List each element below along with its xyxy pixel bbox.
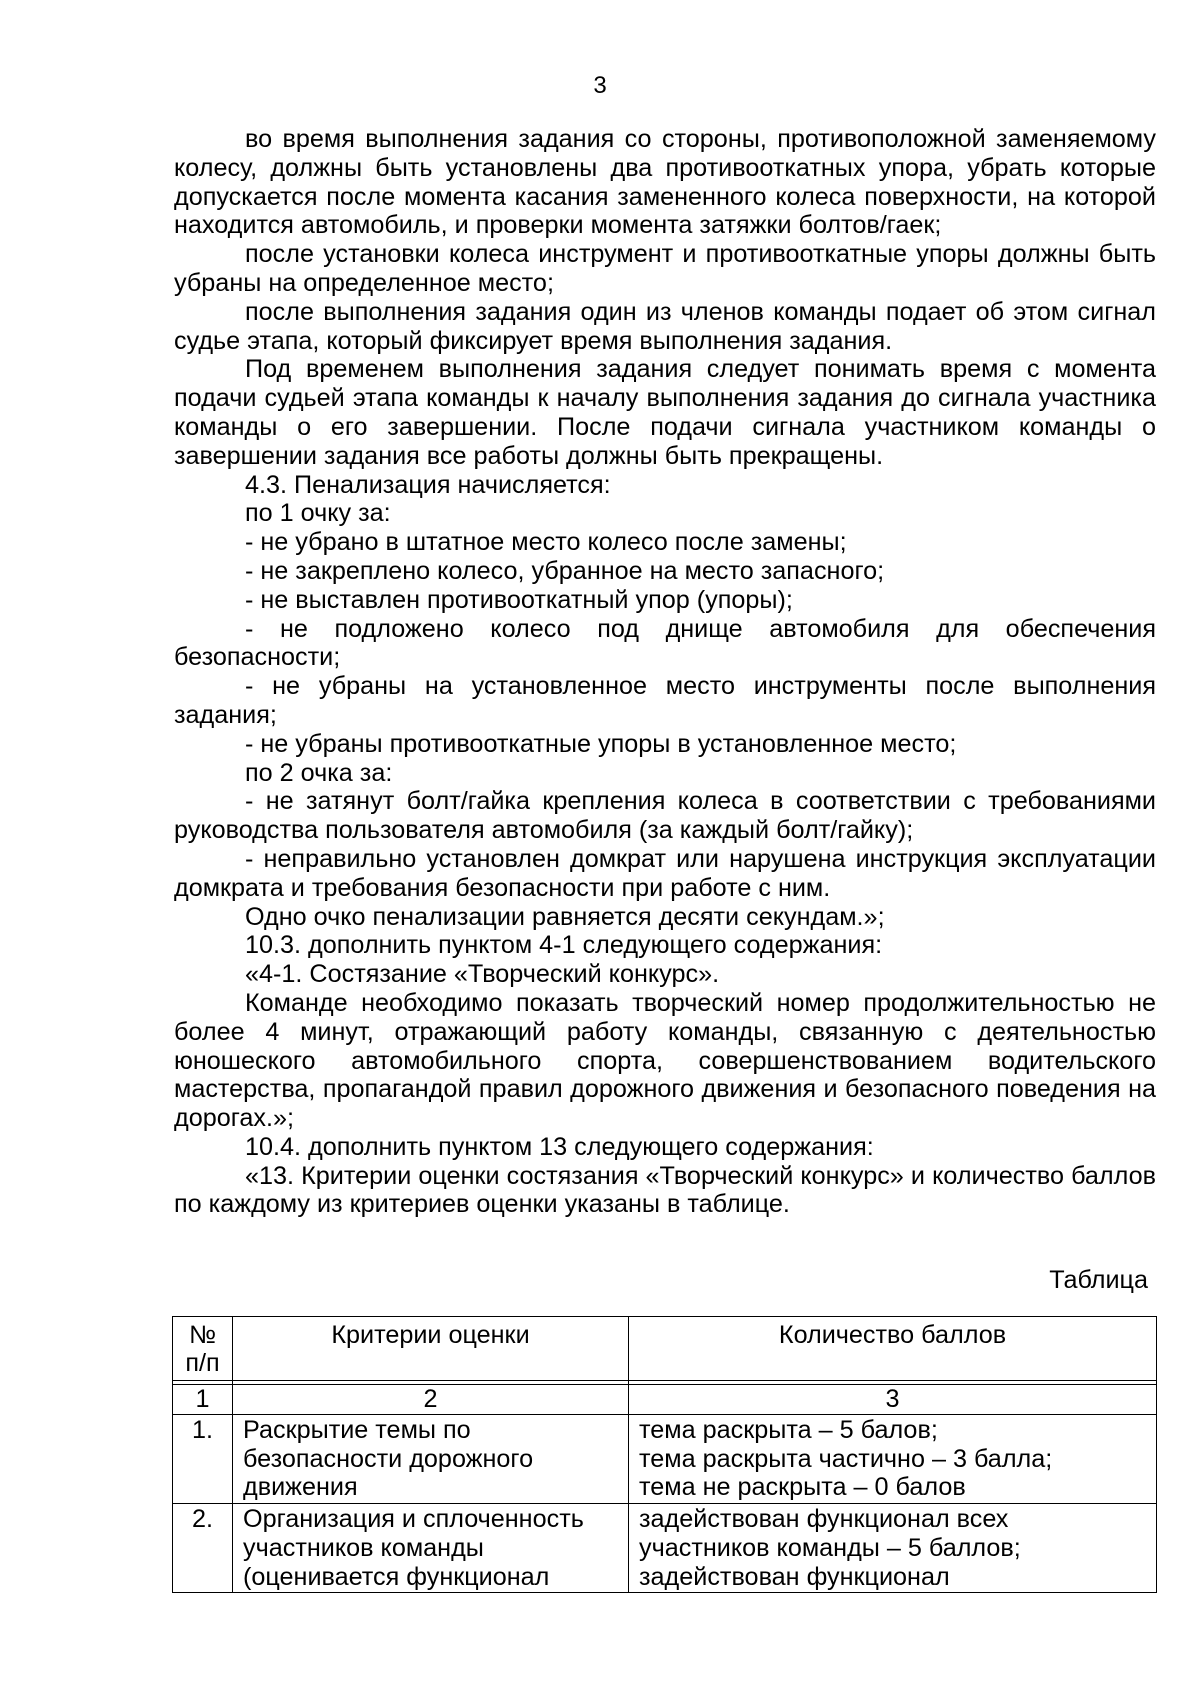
list-item: - не убраны противооткатные упоры в установленное место;	[245, 729, 957, 758]
paragraph: 10.3. дополнить пунктом 4-1 следующего содержания:	[245, 931, 883, 960]
paragraph: во время выполнения задания со стороны, противоположной заменяемому колесу, должны быть установлены два противооткатных упора, убрать которые допускается после момента касания замененного колеса поверхности, на которой находится автомобиль, и проверки момента затяжки болтов/гаек;	[174, 125, 1156, 240]
row-criteria	[233, 1504, 629, 1592]
index-cell: 1	[173, 1385, 233, 1415]
header-points: Количество баллов	[629, 1317, 1157, 1381]
table-row	[173, 1414, 1157, 1503]
list-item: - не выставлен противооткатный упор (упоры);	[245, 585, 793, 614]
list-heading: по 2 очка за:	[245, 758, 393, 787]
paragraph: Одно очко пенализации равняется десяти секундам.»;	[245, 902, 885, 931]
points-line: участников команды – 5 баллов;	[639, 1533, 1021, 1562]
page-number: 3	[593, 72, 607, 99]
criteria-table	[172, 1316, 1157, 1593]
points-line: задействован функционал всех	[639, 1505, 1009, 1534]
points-line: тема не раскрыта – 0 балов	[639, 1473, 966, 1502]
criteria-line: движения	[243, 1473, 358, 1502]
list-heading: по 1 очку за:	[245, 499, 391, 528]
header-num-line: п/п	[185, 1349, 220, 1377]
list-item: - не убраны на установленное место инструменты после выполнения задания;	[174, 672, 1156, 729]
list-item: - не подложено колесо под днище автомобиля для обеспечения безопасности;	[174, 614, 1156, 672]
paragraph: Под временем выполнения задания следует понимать время с момента подачи судьей этапа команды к началу выполнения задания до сигнала участника команды о его завершении. После подачи сигнала участником команды о завершении задания все работы должны быть прекращены.	[174, 355, 1156, 470]
document-body	[174, 125, 1156, 1219]
paragraph: «4-1. Состязание «Творческий конкурс».	[245, 960, 720, 989]
table-caption: Таблица	[1049, 1266, 1148, 1294]
criteria-line: Организация и сплоченность	[243, 1505, 584, 1534]
table-header-row	[173, 1317, 1157, 1381]
paragraph: после выполнения задания один из членов команды подает об этом сигнал судье этапа, который фиксирует время выполнения задания.	[174, 297, 1156, 355]
list-item: - не затянут болт/гайка крепления колеса в соответствии с требованиями руководства пользователя автомобиля (за каждый болт/гайку);	[174, 787, 1156, 845]
paragraph: «13. Критерии оценки состязания «Творческий конкурс» и количество баллов по каждому из критериев оценки указаны в таблице.	[174, 1161, 1156, 1219]
criteria-line: безопасности дорожного	[243, 1444, 534, 1473]
table-row	[173, 1504, 1157, 1592]
criteria-line: Раскрытие темы по	[243, 1415, 471, 1444]
index-cell: 2	[233, 1385, 629, 1415]
criteria-line: (оценивается функционал	[243, 1562, 550, 1591]
header-num-line: №	[188, 1321, 217, 1349]
list-item: - неправильно установлен домкрат или нарушена инструкция эксплуатации домкрата и требования безопасности при работе с ним.	[174, 844, 1156, 902]
row-num: 1.	[173, 1414, 233, 1503]
header-criteria: Критерии оценки	[233, 1317, 629, 1381]
row-criteria	[233, 1414, 629, 1503]
points-line: задействован функционал	[639, 1562, 950, 1591]
header-num	[173, 1317, 233, 1381]
list-item: - не закреплено колесо, убранное на место запасного;	[245, 556, 885, 585]
paragraph: Команде необходимо показать творческий номер продолжительностью не более 4 минут, отражающий работу команды, связанную с деятельностью юношеского автомобильного спорта, совершенствованием водительского мастерства, пропагандой правил дорожного движения и безопасного поведения на дорогах.»;	[174, 988, 1156, 1133]
section-heading: 4.3. Пенализация начисляется:	[245, 470, 611, 499]
paragraph: 10.4. дополнить пунктом 13 следующего содержания:	[245, 1132, 874, 1161]
points-line: тема раскрыта – 5 балов;	[639, 1415, 938, 1444]
criteria-line: участников команды	[243, 1533, 484, 1562]
index-cell: 3	[629, 1385, 1157, 1415]
list-item: - не убрано в штатное место колесо после замены;	[245, 528, 847, 557]
table-index-row	[173, 1385, 1157, 1415]
points-line: тема раскрыта частично – 3 балла;	[639, 1444, 1053, 1473]
row-points	[629, 1504, 1157, 1592]
row-num: 2.	[173, 1504, 233, 1592]
paragraph: после установки колеса инструмент и противооткатные упоры должны быть убраны на определенное место;	[174, 240, 1156, 297]
row-points	[629, 1414, 1157, 1503]
